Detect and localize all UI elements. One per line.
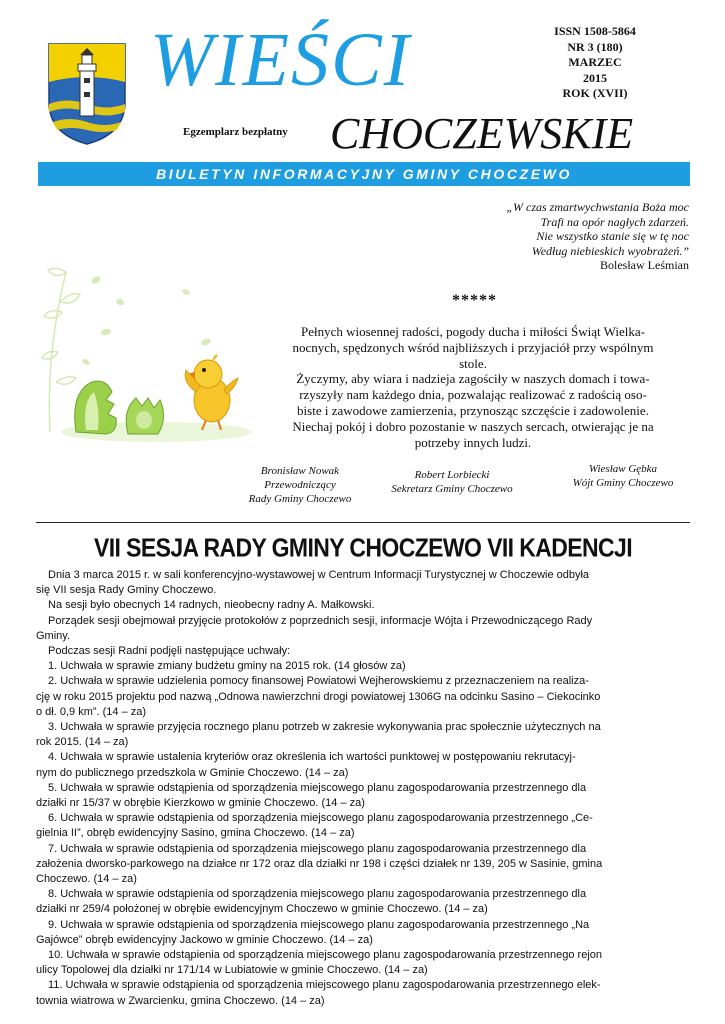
poem-quote (369, 200, 689, 273)
signature-role: Rady Gminy Choczewo (248, 493, 352, 505)
signature-role: Przewodniczący (264, 479, 336, 491)
article-paragraph (36, 887, 690, 917)
greeting-line: rzyszyły nam każdego dnia, pozwalając realizować z radością oso- (299, 387, 647, 403)
poem-line: „W czas zmartwychwstania Boża moc (506, 200, 689, 214)
greeting-line: Niechaj pokój i dobro pozostanie w naszych sercach, otwierając je na (292, 418, 654, 434)
article-line: 7. Uchwała w sprawie odstąpienia od sporządzenia miejscowego planu zagospodarowania przestrzennego dla (48, 842, 587, 855)
signature-mayor (548, 462, 698, 490)
poem-line: Nie wszystko stanie się w tę noc (536, 229, 689, 244)
article-line: rok 2015. (14 – za) (36, 736, 129, 749)
article-paragraph (36, 811, 690, 841)
masthead-subtitle: CHOCZEWSKIE (330, 109, 634, 158)
article-paragraph (36, 644, 690, 659)
greeting-line: Życzymy, aby wiara i nadzieja zagościły w naszych domach i towa- (296, 371, 650, 387)
article-line: 6. Uchwała w sprawie odstąpienia od sporządzenia miejscowego planu zagospodarowania przestrzennego „Ce- (48, 812, 593, 825)
article-paragraph (36, 918, 690, 948)
article-paragraph (36, 720, 690, 750)
article-line: ulicy Topolowej dla działki nr 171/14 w Lubiatowie w gminie Choczewo. (14 – za) (36, 964, 428, 977)
article-line: założenia dworsko-parkowego na działce nr 172 oraz dla działki nr 198 i części działek nr 139, 205 w Sasinie, gmina (36, 857, 603, 870)
article-line: Gajówce” obręb ewidencyjny Jackowo w gminie Choczewo. (14 – za) (36, 933, 373, 946)
article-line: 10. Uchwała w sprawie odstąpienia od sporządzenia miejscowego planu zagospodarowania przestrzennego rejon (48, 949, 603, 962)
article-line: Na sesji było obecnych 14 radnych, nieobecny radny A. Małkowski. (48, 599, 375, 612)
issue-number: NR 3 (180) (567, 39, 623, 54)
article-line: cję w roku 2015 projektu pod nazwą „Odnowa nawierzchni drogi powiatowej 1306G na odcinku Sasino – Ciekocinko (36, 690, 601, 703)
article-line: 5. Uchwała w sprawie odstąpienia od sporządzenia miejscowego planu zagospodarowania przestrzennego dla (48, 781, 587, 794)
issue-issn: ISSN 1508-5864 (554, 24, 636, 38)
article-line: działki nr 15/37 w obrębie Kierzkowo w gminie Choczewo. (14 – za) (36, 797, 365, 810)
greeting-line: nocnych, spędzonych wśród najbliższych i przyjaciół przy wspólnym (292, 339, 654, 355)
section-divider (36, 522, 690, 523)
article-paragraph (36, 948, 690, 978)
article-paragraph (36, 978, 690, 1008)
greeting-line: Pełnych wiosennej radości, pogody ducha i miłości Świąt Wielka- (300, 324, 646, 339)
article-body (36, 568, 690, 1009)
article-paragraph (36, 568, 690, 598)
greeting-line: biste i zawodowe zamierzenia, przynosząc szczęście i zadowolenie. (297, 402, 649, 418)
article-line: 9. Uchwała w sprawie odstąpienia od sporządzenia miejscowego planu zagospodarowania przestrzennego „Na (48, 918, 590, 931)
article-paragraph (36, 598, 690, 613)
article-paragraph (36, 750, 690, 780)
article-line: townia wiatrowa w Zwarcienku, gmina Choczewo. (14 – za) (36, 994, 325, 1007)
masthead-title: WIEŚCI (150, 18, 412, 102)
masthead-banner: BIULETYN INFORMACYJNY GMINY CHOCZEWO (38, 162, 690, 186)
issue-year: 2015 (583, 70, 607, 85)
free-copy-note: Egzemplarz bezpłatny (183, 126, 288, 138)
poem-author: Bolesław Leśmian (600, 258, 689, 273)
article-paragraph (36, 842, 690, 888)
article-line: 3. Uchwała w sprawie przyjęcia rocznego planu potrzeb w zakresie wykonywania prac społecznie użytecznych na (48, 721, 601, 734)
article-line: działki nr 259/4 położonej w obrębie ewidencyjnym Choczewo w gminie Choczewo. (14 – za) (36, 903, 488, 916)
signature-council-chair (230, 464, 370, 506)
issue-volume: ROK (XVII) (562, 86, 628, 100)
signature-role: Sekretarz Gminy Choczewo (391, 483, 513, 495)
poem-line: Trafi na opór nagłych zdarzeń. (540, 214, 689, 229)
article-line: 2. Uchwała w sprawie udzielenia pomocy finansowej Powiatowi Wejherowskiemu z przeznaczeniem na realiza- (48, 675, 589, 688)
signature-secretary (372, 468, 532, 496)
easter-greeting (255, 324, 691, 450)
article-line: Choczewo. (14 – za) (36, 873, 137, 886)
issue-info (535, 24, 655, 102)
article-line: Podczas sesji Radni podjęli następujące uchwały: (48, 645, 291, 658)
article-paragraph (36, 674, 690, 720)
signature-role: Wójt Gminy Choczewo (572, 477, 674, 489)
article-line: Porządek sesji obejmował przyjęcie protokołów z poprzednich sesji, informacje Wójta i Przewodniczącego Rady (48, 614, 593, 627)
article-line: 1. Uchwała w sprawie zmiany budżetu gminy na 2015 rok. (14 głosów za) (48, 660, 406, 673)
coat-of-arms-icon (47, 42, 127, 146)
article-line: 4. Uchwała w sprawie ustalenia kryteriów oraz określenia ich wartości punktowej w postępowaniu rekrutacyj- (48, 751, 576, 764)
article-line: o dł. 0,9 km”. (14 – za) (36, 705, 147, 718)
issue-month: MARZEC (568, 55, 622, 69)
article-line: 11. Uchwała w sprawie odstąpienia od sporządzenia miejscowego planu zagospodarowania przestrzennego elek- (48, 979, 601, 992)
poem-line: Według niebieskich wyobrażeń.” (531, 243, 689, 258)
signature-name: Bronisław Nowak (260, 465, 340, 477)
article-paragraph (36, 781, 690, 811)
article-line: nym do publicznego przedszkola w Gminie Choczewo. (14 – za) (36, 766, 349, 779)
article-line: Gminy. (36, 629, 71, 642)
signature-name: Wiesław Gębka (588, 463, 658, 475)
article-title: VII SESJA RADY GMINY CHOCZEWO VII KADENCJI (94, 533, 632, 563)
signature-name: Robert Lorbiecki (414, 469, 490, 481)
article-line: gielnia II”, obręb ewidencyjny Sasino, gmina Choczewo. (14 – za) (36, 827, 355, 840)
section-separator-stars: ***** (452, 292, 497, 309)
easter-chick-illustration (36, 232, 256, 462)
article-line: Dnia 3 marca 2015 r. w sali konferencyjno-wystawowej w Centrum Informacji Turystycznej w Choczewie odbyła (48, 569, 590, 581)
article-line: się VII sesja Rady Gminy Choczewo. (36, 584, 217, 597)
article-paragraph (36, 614, 690, 644)
article-paragraph (36, 659, 690, 674)
greeting-line: stole. (459, 355, 487, 371)
article-line: 8. Uchwała w sprawie odstąpienia od sporządzenia miejscowego planu zagospodarowania przestrzennego dla (48, 888, 587, 901)
greeting-line: potrzeby innych ludzi. (414, 434, 532, 450)
